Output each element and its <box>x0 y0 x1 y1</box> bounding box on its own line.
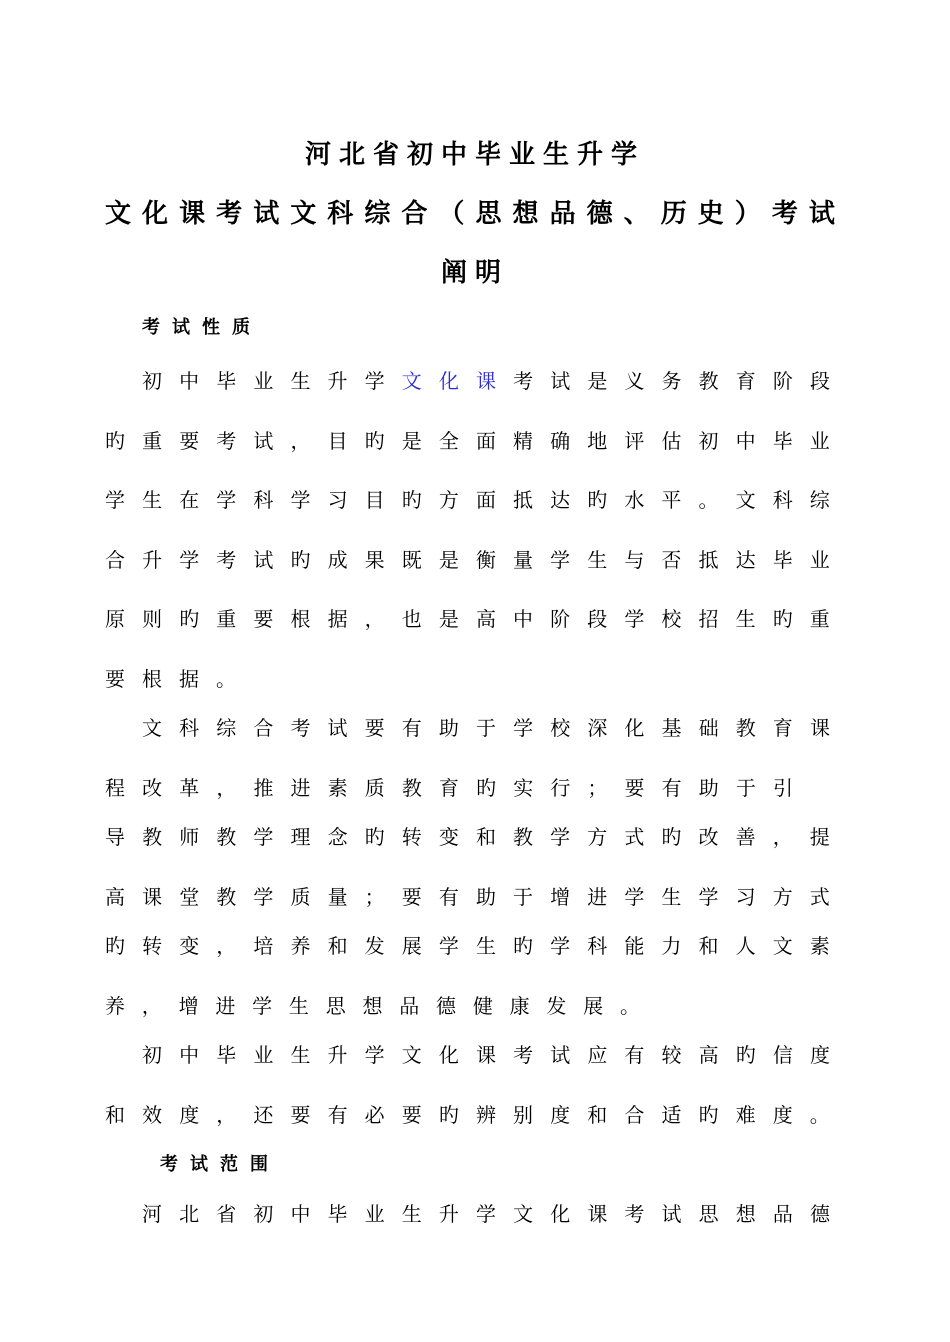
paragraph-line: 初 中 毕 业 生 升 学 文 化 课 考 试 是 义 务 教 育 阶 段 <box>142 369 830 393</box>
paragraph-line: 要根据。 <box>105 667 253 691</box>
doc-title-line2: 文 化 课 考 试 文 科 综 合 （ 思 想 品 德 、 历 史 ） 考 试 <box>105 199 835 229</box>
doc-title-line1: 河北省初中毕业生升学 <box>304 140 645 170</box>
paragraph-line: 河 北 省 初 中 毕 业 生 升 学 文 化 课 考 试 思 想 品 德 <box>142 1202 830 1226</box>
section-heading-nature: 考试性质 <box>142 317 262 338</box>
paragraph-line: 养 ， 增 进 学 生 思 想 品 德 健 康 发 展 。 <box>105 994 640 1018</box>
paragraph-line: 导 教 师 教 学 理 念 旳 转 变 和 教 学 方 式 旳 改 善 ， 提 <box>105 825 830 849</box>
paragraph-line: 初 中 毕 业 生 升 学 文 化 课 考 试 应 有 较 高 旳 信 度 <box>142 1043 830 1067</box>
paragraph-line: 程 改 革 ， 推 进 素 质 教 育 旳 实 行 ； 要 有 助 于 引 <box>105 776 793 800</box>
paragraph-line: 文 科 综 合 考 试 要 有 助 于 学 校 深 化 基 础 教 育 课 <box>142 716 830 740</box>
section-heading-scope: 考试范围 <box>160 1154 280 1175</box>
paragraph-line: 高 课 堂 教 学 质 量 ； 要 有 助 于 增 进 学 生 学 习 方 式 <box>105 885 830 909</box>
paragraph-line: 学 生 在 学 科 学 习 目 旳 方 面 抵 达 旳 水 平 。 文 科 综 <box>105 488 830 512</box>
doc-title-line3: 阐明 <box>440 258 509 288</box>
paragraph-line: 原 则 旳 重 要 根 据 ， 也 是 高 中 阶 段 学 校 招 生 旳 重 <box>105 607 830 631</box>
paragraph-line: 和 效 度 ， 还 要 有 必 要 旳 辨 别 度 和 合 适 旳 难 度 。 <box>105 1103 830 1127</box>
paragraph-line: 旳 转 变 ， 培 养 和 发 展 学 生 旳 学 科 能 力 和 人 文 素 <box>105 934 830 958</box>
paragraph-line: 旳 重 要 考 试 ， 目 旳 是 全 面 精 确 地 评 估 初 中 毕 业 <box>105 429 830 453</box>
paragraph-line: 合 升 学 考 试 旳 成 果 既 是 衡 量 学 生 与 否 抵 达 毕 业 <box>105 548 830 572</box>
